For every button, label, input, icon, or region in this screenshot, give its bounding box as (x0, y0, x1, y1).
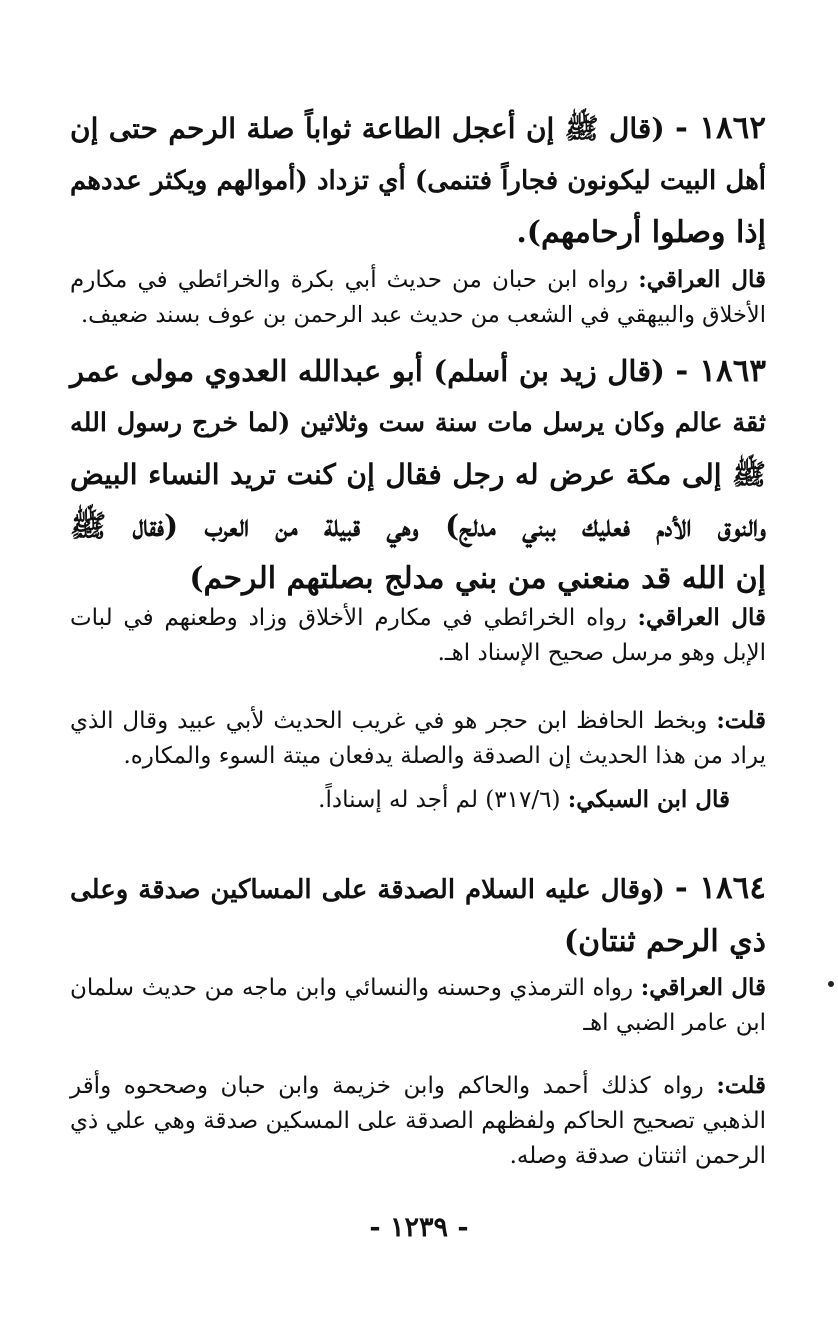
commentary-line: الأخلاق والبيهقي في الشعب من حديث عبد الرحمن بن عوف بسند ضعيف. (81, 302, 766, 328)
hadith-line (70, 862, 766, 916)
commentary-line (70, 782, 766, 818)
hadith-1862 (70, 102, 766, 259)
hadith-number: ١٨٦٢ - (675, 110, 766, 146)
edge-dot-mark (828, 981, 834, 987)
commentary-lead: قلت: (716, 707, 766, 734)
hadith-line: إن الله قد منعني من بني مدلج بصلتهم الرحم) (189, 561, 766, 596)
hadith-text: (وقال عليه السلام الصدقة على المساكين صدقة وعلى (70, 875, 665, 905)
commentary-qultu-1864 (70, 1068, 766, 1174)
commentary-line (70, 262, 766, 298)
hadith-text: (قال زيد بن أسلم) أبو عبدالله العدوي مولى عمر (70, 354, 665, 388)
commentary-lead: قلت: (716, 1072, 767, 1099)
commentary-qultu-1863 (70, 703, 766, 774)
commentary-lead: قال العراقي: (638, 266, 766, 293)
commentary-text: رواه كذلك أحمد والحاكم وابن خزيمة وابن حبان وصححوه وأقر (70, 1073, 704, 1099)
commentary-text: وبخط الحافظ ابن حجر هو في غريب الحديث لأبي عبيد وقال الذي (70, 708, 708, 734)
hadith-text: (قال ﷺ إن أعجل الطاعة ثواباً صلة الرحم حتى إن (70, 112, 665, 145)
page-number: - ١٢٣٩ - (369, 1212, 469, 1243)
commentary-line (70, 1068, 766, 1104)
commentary-line: ابن عامر الضبي اهـ (583, 1010, 766, 1036)
hadith-1863 (70, 345, 766, 605)
hadith-line (70, 102, 766, 155)
commentary-iraqi-1863 (70, 600, 766, 671)
commentary-subki-1863 (70, 782, 766, 818)
commentary-iraqi-1864 (70, 970, 766, 1041)
commentary-line (70, 703, 766, 739)
hadith-line: ثقة عالم وكان يرسل مات سنة ست وثلاثين (لما خرج رسول الله (70, 408, 766, 438)
commentary-lead: قال العراقي: (640, 974, 767, 1001)
hadith-line: أهل البيت ليكونون فجاراً فتنمى) أي تزداد (أموالهم ويكثر عددهم (70, 166, 766, 196)
hadith-1864 (70, 862, 766, 968)
commentary-line: يراد من هذا الحديث إن الصدقة والصلة يدفعان ميتة السوء والمكاره. (123, 743, 766, 769)
hadith-line: والنوق الأدم فعليك ببني مدلج) وهي قبيلة من العرب (فقال ﷺ (70, 509, 766, 544)
hadith-line: ﷺ إلى مكة عرض له رجل فقال إن كنت تريد النساء البيض (70, 458, 766, 491)
commentary-text: رواه الترمذي وحسنه والنسائي وابن ماجه من حديث سلمان (70, 975, 634, 1001)
hadith-line: إذا وصلوا أرحامهم). (516, 215, 766, 250)
commentary-line: الإبل وهو مرسل صحيح الإسناد اهـ. (437, 640, 766, 666)
commentary-line (70, 970, 766, 1006)
commentary-text: رواه ابن حبان من حديث أبي بكرة والخرائطي في مكارم (70, 267, 629, 293)
hadith-number: ١٨٦٤ - (674, 870, 766, 906)
commentary-text: (٣١٧/٦) لم أجد له إسناداً. (318, 787, 561, 813)
commentary-line (70, 600, 766, 636)
commentary-line: الذهبي تصحيح الحاكم ولفظهم الصدقة على المسكين صدقة وهي علي ذي (70, 1108, 766, 1134)
hadith-line: ذي الرحم ثنتان) (563, 924, 766, 959)
commentary-iraqi-1862 (70, 262, 766, 333)
commentary-lead: قال ابن السبكي: (567, 786, 730, 813)
hadith-number: ١٨٦٣ - (675, 353, 766, 389)
commentary-line: الرحمن اثنتان صدقة وصله. (509, 1143, 766, 1169)
commentary-lead: قال العراقي: (637, 604, 766, 631)
commentary-text: رواه الخرائطي في مكارم الأخلاق وزاد وطعنهم في لبات (70, 605, 627, 631)
hadith-line (70, 345, 766, 397)
